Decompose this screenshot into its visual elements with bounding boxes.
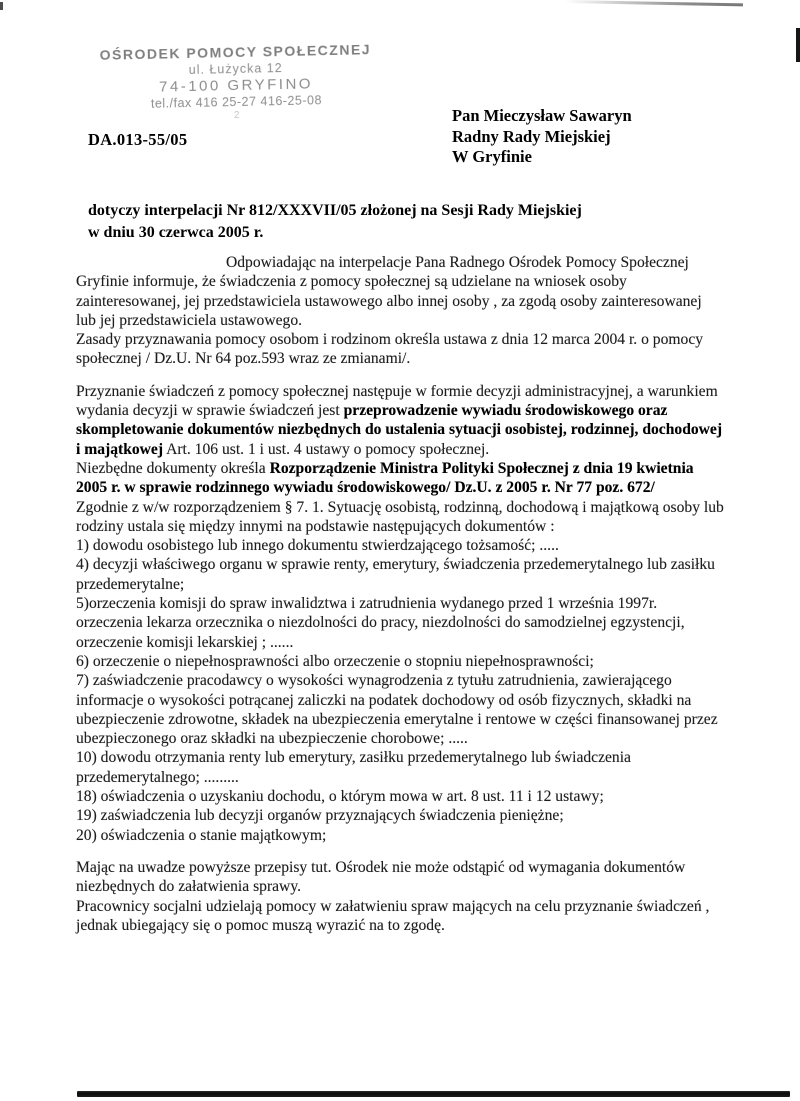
body-text-segment: 10) dowodu otrzymania renty lub emerytury, zasiłku przedemerytalnego lub świadczenia przedemerytalnego; ......... [76,749,631,786]
body-paragraph [76,330,724,369]
stamp-city: 74-100 GRYFINO [158,75,314,96]
body-text-segment: Zasady przyznawania pomocy osobom i rodzinom określa ustawa z dnia 12 marca 2004 r. o pomocy społecznej / Dz.U. Nr 64 poz.593 wraz ze zmianami/. [76,331,704,368]
body-paragraph [76,382,724,459]
body-paragraph [76,897,724,936]
subject-line [88,200,688,243]
addressee-city: W Gryfinie [452,147,532,166]
scan-streak-top-right [565,0,743,6]
body-paragraph [76,498,724,537]
body-text-segment: Zgodnie z w/w rozporządzeniem § 7. 1. Sytuację osobistą, rodzinną, dochodową i majątkową osoby lub rodziny ustala się między innymi na podstawie następujących dokumentów : [76,498,724,535]
body-paragraph [76,536,724,555]
scan-edge-mark-top-left [0,2,3,10]
body-text-segment: 18) oświadczenia o uzyskaniu dochodu, o którym mowa w art. 8 ust. 11 i 12 ustawy; [76,788,604,806]
body-text-segment: 6) orzeczenie o niepełnosprawności albo orzeczenie o stopniu niepełnosprawności; [76,652,594,670]
body-text-bold-segment: Rozporządzenie Ministra Polityki Społecznej z dnia 19 kwietnia 2005 r. w sprawie rodzinnego wywiadu środowiskowego/ Dz.U. z 2005 r. Nr 77 poz. 672/ [76,459,694,497]
stamp-org-name: OŚRODEK POMOCY SPOŁECZNEJ [99,41,372,63]
sender-stamp [95,41,377,124]
body-paragraph [76,748,724,787]
body-text-segment: Przyznanie świadczeń z pomocy społecznej następuje w formie decyzji administracyjnej, a warunkiem wydania decyzji w sprawie świadczeń jest [76,382,718,420]
body-text-segment: 20) oświadczenia o stanie majątkowym; [76,826,327,844]
stamp-smudge: 2 [233,109,240,122]
body-text-segment: 19) zaświadczenia lub decyzji organów przyznających świadczenia pieniężne; [76,807,564,825]
body-text-segment: Pracownicy socjalni udzielają pomocy w załatwieniu spraw mających na celu przyznanie świadczeń , jednak ubiegający się o pomoc muszą wyrazić na to zgodę. [76,897,710,934]
body-paragraph [76,671,724,748]
scan-shadow-bottom-bar [77,1091,790,1097]
body-paragraph [76,858,724,897]
subject-line-2: w dniu 30 czerwca 2005 r. [88,223,264,241]
subject-line-1: dotyczy interpelacji Nr 812/XXXVII/05 złożonej na Sesji Rady Miejskiej [88,202,582,219]
body-paragraph [76,826,724,845]
body-paragraph [76,787,724,806]
stamp-phone: tel./fax 416 25-27 416-25-08 [150,93,323,111]
body-paragraph [76,594,724,652]
body-text-segment: Mając na uwadze powyższe przepisy tut. Ośrodek nie może odstąpić od wymagania dokumentów niezbędnych do załatwienia sprawy. [76,858,686,896]
addressee-block [452,106,632,168]
body-paragraph [76,253,724,330]
body-paragraph [76,652,724,671]
body-text-segment: 1) dowodu osobistego lub innego dokumentu stwierdzającego tożsamość; ..... [76,537,559,555]
body-text-bold-segment: przeprowadzenie wywiadu środowiskowego oraz skompletowanie dokumentów niezbędnych do ustalenia sytuacji osobistej, rodzinnej, dochodowej i majątkowej [76,402,723,458]
body-paragraph [76,806,724,825]
body-text-segment: Art. 106 ust. 1 i ust. 4 ustawy o pomocy społecznej. [163,440,490,458]
body-text-segment: Odpowiadając na interpelacje Pana Radnego Ośrodek Pomocy Społecznej Gryfinie informuje, że świadczenia z pomocy społecznej są udzielane na wniosek osoby zainteresowanej, jej przedstawiciela ustawowego albo innej osoby , za zgodą osoby zainteresowanej lub jej przedstawiciela ustawowego. [76,254,702,329]
body-text-segment: 7) zaświadczenie pracodawcy o wysokości wynagrodzenia z tytułu zatrudnienia, zawierającego informacje o wysokości potrącanej zaliczki na podatek dochodowy od osób fizycznych, składki na ubezpieczenie zdrowotne, składek na ubezpieczenia emerytalne i rentowe w części finansowanej przez ubezpieczonego oraz składki na ubezpieczenie chorobowe; ..... [76,672,718,748]
body-paragraph [76,459,724,498]
reference-number: DA.013-55/05 [88,130,188,149]
body-text [76,253,724,935]
scan-edge-mark-right [796,28,800,62]
body-text-segment: Niezbędne dokumenty określa [76,459,270,477]
body-text-segment: 5)orzeczenia komisji do spraw inwalidztwa i zatrudnienia wydanego przed 1 września 1997r. orzeczenia lekarza orzecznika o niezdolności do pracy, niezdolności do samodzielnej egzystencji, orzeczenie komisji lekarskiej ; ...... [76,595,685,651]
addressee-name: Pan Mieczysław Sawaryn [452,106,632,125]
addressee-title: Radny Rady Miejskiej [452,126,611,146]
body-text-segment: 4) decyzji właściwego organu w sprawie renty, emerytury, świadczenia przedemerytalnego lub zasiłku przedemerytalne; [76,556,715,593]
stamp-street: ul. Łużycka 12 [188,61,283,77]
body-paragraph [76,555,724,594]
